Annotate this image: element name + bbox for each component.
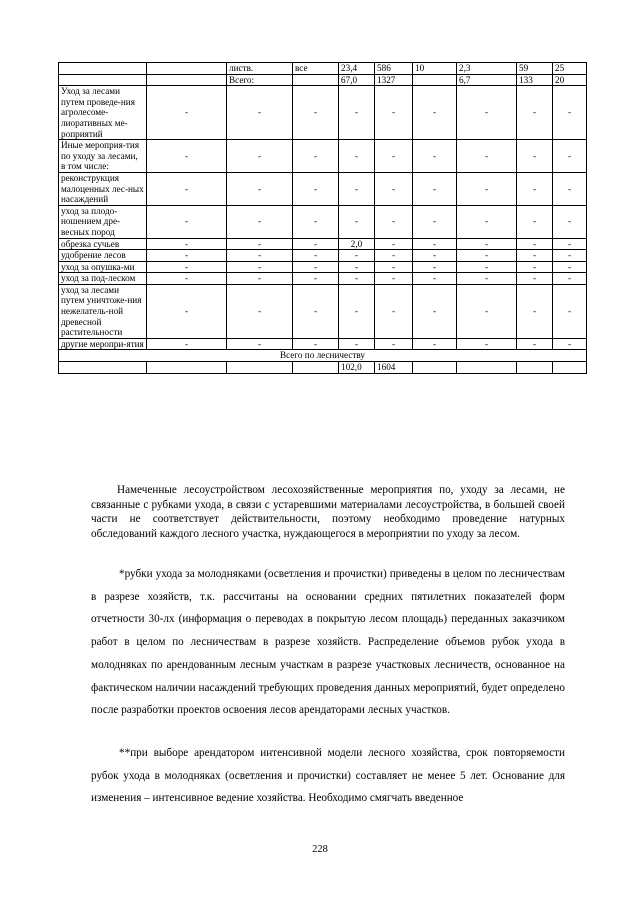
- table-cell: -: [227, 284, 293, 338]
- table-cell: -: [517, 284, 553, 338]
- table-cell: [293, 74, 339, 86]
- table-cell: -: [293, 86, 339, 140]
- table-row: [59, 140, 587, 173]
- table-cell: -: [457, 172, 517, 205]
- table-cell: -: [339, 250, 375, 262]
- table-cell: -: [413, 273, 457, 285]
- table-cell: -: [339, 273, 375, 285]
- table-cell: 133: [517, 74, 553, 86]
- paragraph-footnote-1: [91, 563, 565, 722]
- table-row: [59, 338, 587, 350]
- table-cell: 586: [375, 63, 413, 75]
- table-cell: -: [553, 238, 587, 250]
- table-cell: 25: [553, 63, 587, 75]
- summary-label: Всего по лесничеству: [59, 350, 587, 362]
- table-cell: 2,3: [457, 63, 517, 75]
- row-label: удобрение лесов: [59, 250, 147, 262]
- table-cell: [293, 362, 339, 374]
- row-label: реконструкция малоценных лес-ных насаждений: [59, 172, 147, 205]
- table-cell: -: [339, 338, 375, 350]
- row-label: Иные мероприя-тия по уходу за лесами, в том числе:: [59, 140, 147, 173]
- table-row: [59, 63, 587, 75]
- table-cell: -: [457, 250, 517, 262]
- table-body: [59, 63, 587, 374]
- table-cell: -: [293, 250, 339, 262]
- table-cell: -: [293, 205, 339, 238]
- table-row: [59, 284, 587, 338]
- table-cell: -: [553, 205, 587, 238]
- table-cell: -: [375, 338, 413, 350]
- table-cell: -: [293, 261, 339, 273]
- table-row: [59, 273, 587, 285]
- table-cell: [59, 362, 147, 374]
- paragraph-note: [91, 483, 565, 541]
- table-cell: все: [293, 63, 339, 75]
- table-cell: -: [227, 261, 293, 273]
- table-cell: -: [339, 205, 375, 238]
- table-cell: -: [517, 338, 553, 350]
- row-label: уход за опушка-ми: [59, 261, 147, 273]
- table-cell: -: [517, 238, 553, 250]
- paragraph-2: *рубки ухода за молодняками (осветления и прочистки) приведены в целом по лесничествам в разрезе хозяйств, т.к. рассчитаны на основании средних пятилетних показателей форм отчетности 30-лх (информация о переводах в покрытую лесом площадь) переданных заказчиком работ в целом по лесничествам в разрезе хозяйств. Распределение объемов рубок ухода в молодняках по арендованным лесным участкам в разрезе участковых лесничеств, основанное на фактическом наличии насаждений требующих проведения данных мероприятий, будет определено после разработки проектов освоения лесов арендаторами лесных участков.: [91, 568, 565, 717]
- table-cell: -: [413, 284, 457, 338]
- table-cell: -: [147, 205, 227, 238]
- table-cell: 1327: [375, 74, 413, 86]
- table-cell: -: [413, 86, 457, 140]
- table-cell: -: [375, 250, 413, 262]
- table-cell: -: [375, 140, 413, 173]
- table-cell: -: [553, 250, 587, 262]
- table-cell: -: [457, 86, 517, 140]
- table-cell: -: [147, 261, 227, 273]
- forest-measures-table: [58, 62, 587, 374]
- table-row: [59, 205, 587, 238]
- table-row: [59, 172, 587, 205]
- table-cell: -: [147, 86, 227, 140]
- table-cell: 6,7: [457, 74, 517, 86]
- table-cell: -: [413, 172, 457, 205]
- table-cell: -: [227, 205, 293, 238]
- table-cell: -: [553, 86, 587, 140]
- table-cell: -: [227, 250, 293, 262]
- table-cell: -: [375, 86, 413, 140]
- table-cell: -: [375, 273, 413, 285]
- page-number: 228: [312, 844, 328, 855]
- table-cell: [59, 74, 147, 86]
- table-cell: Всего:: [227, 74, 293, 86]
- table-row: [59, 238, 587, 250]
- table-cell: -: [147, 140, 227, 173]
- row-label: уход за под-леском: [59, 273, 147, 285]
- table-cell: 23,4: [339, 63, 375, 75]
- table-cell: -: [517, 261, 553, 273]
- table-cell: -: [413, 250, 457, 262]
- table-cell: -: [293, 273, 339, 285]
- table-cell: [147, 362, 227, 374]
- table-cell: -: [375, 238, 413, 250]
- table-cell: -: [517, 205, 553, 238]
- row-label: уход за плодо-ношением дре-весных пород: [59, 205, 147, 238]
- table-cell: -: [517, 273, 553, 285]
- table-cell: -: [457, 273, 517, 285]
- table-cell: 1604: [375, 362, 413, 374]
- table-cell: 2,0: [339, 238, 375, 250]
- table-cell: -: [553, 338, 587, 350]
- table-row: [59, 250, 587, 262]
- table-cell: -: [147, 238, 227, 250]
- table-cell: -: [517, 250, 553, 262]
- table-row: [59, 86, 587, 140]
- table-cell: 102,0: [339, 362, 375, 374]
- table-cell: -: [147, 284, 227, 338]
- table-cell: -: [147, 250, 227, 262]
- table-cell: [553, 362, 587, 374]
- table-row: [59, 261, 587, 273]
- table-cell: -: [339, 261, 375, 273]
- table-cell: -: [293, 172, 339, 205]
- paragraph-footnote-2: [91, 742, 565, 810]
- table-row-summary: [59, 362, 587, 374]
- table-cell: 59: [517, 63, 553, 75]
- table-cell: -: [339, 284, 375, 338]
- table-cell: 20: [553, 74, 587, 86]
- row-label: уход за лесами путем уничтоже-ния нежелатель-ной древесной растительности: [59, 284, 147, 338]
- table-cell: -: [553, 273, 587, 285]
- table-cell: -: [413, 205, 457, 238]
- table-cell: [413, 362, 457, 374]
- table-cell: -: [227, 140, 293, 173]
- table-cell: -: [517, 140, 553, 173]
- table-cell: -: [413, 140, 457, 173]
- table-cell: [517, 362, 553, 374]
- paragraph-1: Намеченные лесоустройством лесохозяйственные мероприятия по, уходу за лесами, не связанные с рубками ухода, в связи с устаревшими материалами лесоустройства, в большей своей части не соответствует действительности, поэтому необходимо проведение натурных обследований каждого лесного участка, нуждающегося в мероприятии по уходу за лесом.: [91, 484, 565, 540]
- table-cell: [147, 74, 227, 86]
- table-cell: -: [339, 172, 375, 205]
- row-label: другие меропри-ятия: [59, 338, 147, 350]
- table-cell: -: [147, 172, 227, 205]
- table-cell: -: [553, 172, 587, 205]
- table-cell: [59, 63, 147, 75]
- table-cell: -: [147, 273, 227, 285]
- table-cell: -: [227, 172, 293, 205]
- table-cell: [227, 362, 293, 374]
- table-cell: листв.: [227, 63, 293, 75]
- table-cell: -: [457, 238, 517, 250]
- table-cell: -: [293, 284, 339, 338]
- row-label: обрезка сучьев: [59, 238, 147, 250]
- table-cell: -: [413, 338, 457, 350]
- table-cell: -: [375, 205, 413, 238]
- table-row-summary-label: [59, 350, 587, 362]
- table-cell: -: [553, 261, 587, 273]
- table-cell: -: [553, 284, 587, 338]
- table-cell: -: [293, 140, 339, 173]
- table-cell: 10: [413, 63, 457, 75]
- table-cell: -: [517, 86, 553, 140]
- table-cell: [457, 362, 517, 374]
- table-cell: -: [339, 140, 375, 173]
- table-cell: -: [457, 284, 517, 338]
- table-cell: 67,0: [339, 74, 375, 86]
- table-cell: -: [227, 338, 293, 350]
- table-cell: -: [553, 140, 587, 173]
- table-cell: [147, 63, 227, 75]
- table-cell: -: [293, 338, 339, 350]
- table-cell: -: [413, 261, 457, 273]
- table-cell: -: [227, 273, 293, 285]
- table-cell: [413, 74, 457, 86]
- table-cell: -: [457, 261, 517, 273]
- table-cell: -: [375, 172, 413, 205]
- table-cell: -: [457, 338, 517, 350]
- paragraph-3: **при выборе арендатором интенсивной модели лесного хозяйства, срок повторяемости рубок ухода в молодняках (осветления и прочистки) составляет не менее 5 лет. Основание для изменения – интенсивное ведение хозяйства. Необходимо смягчать введенное: [91, 747, 565, 805]
- table-cell: -: [147, 338, 227, 350]
- table-cell: -: [457, 205, 517, 238]
- table-cell: -: [339, 86, 375, 140]
- table-cell: -: [227, 86, 293, 140]
- table-row: [59, 74, 587, 86]
- table-cell: -: [457, 140, 517, 173]
- table-cell: -: [375, 261, 413, 273]
- table-cell: -: [375, 284, 413, 338]
- row-label: Уход за лесами путем проведе-ния агролесоме-лиоративных ме-роприятий: [59, 86, 147, 140]
- table-cell: -: [517, 172, 553, 205]
- table-cell: -: [227, 238, 293, 250]
- table-cell: -: [413, 238, 457, 250]
- table-cell: -: [293, 238, 339, 250]
